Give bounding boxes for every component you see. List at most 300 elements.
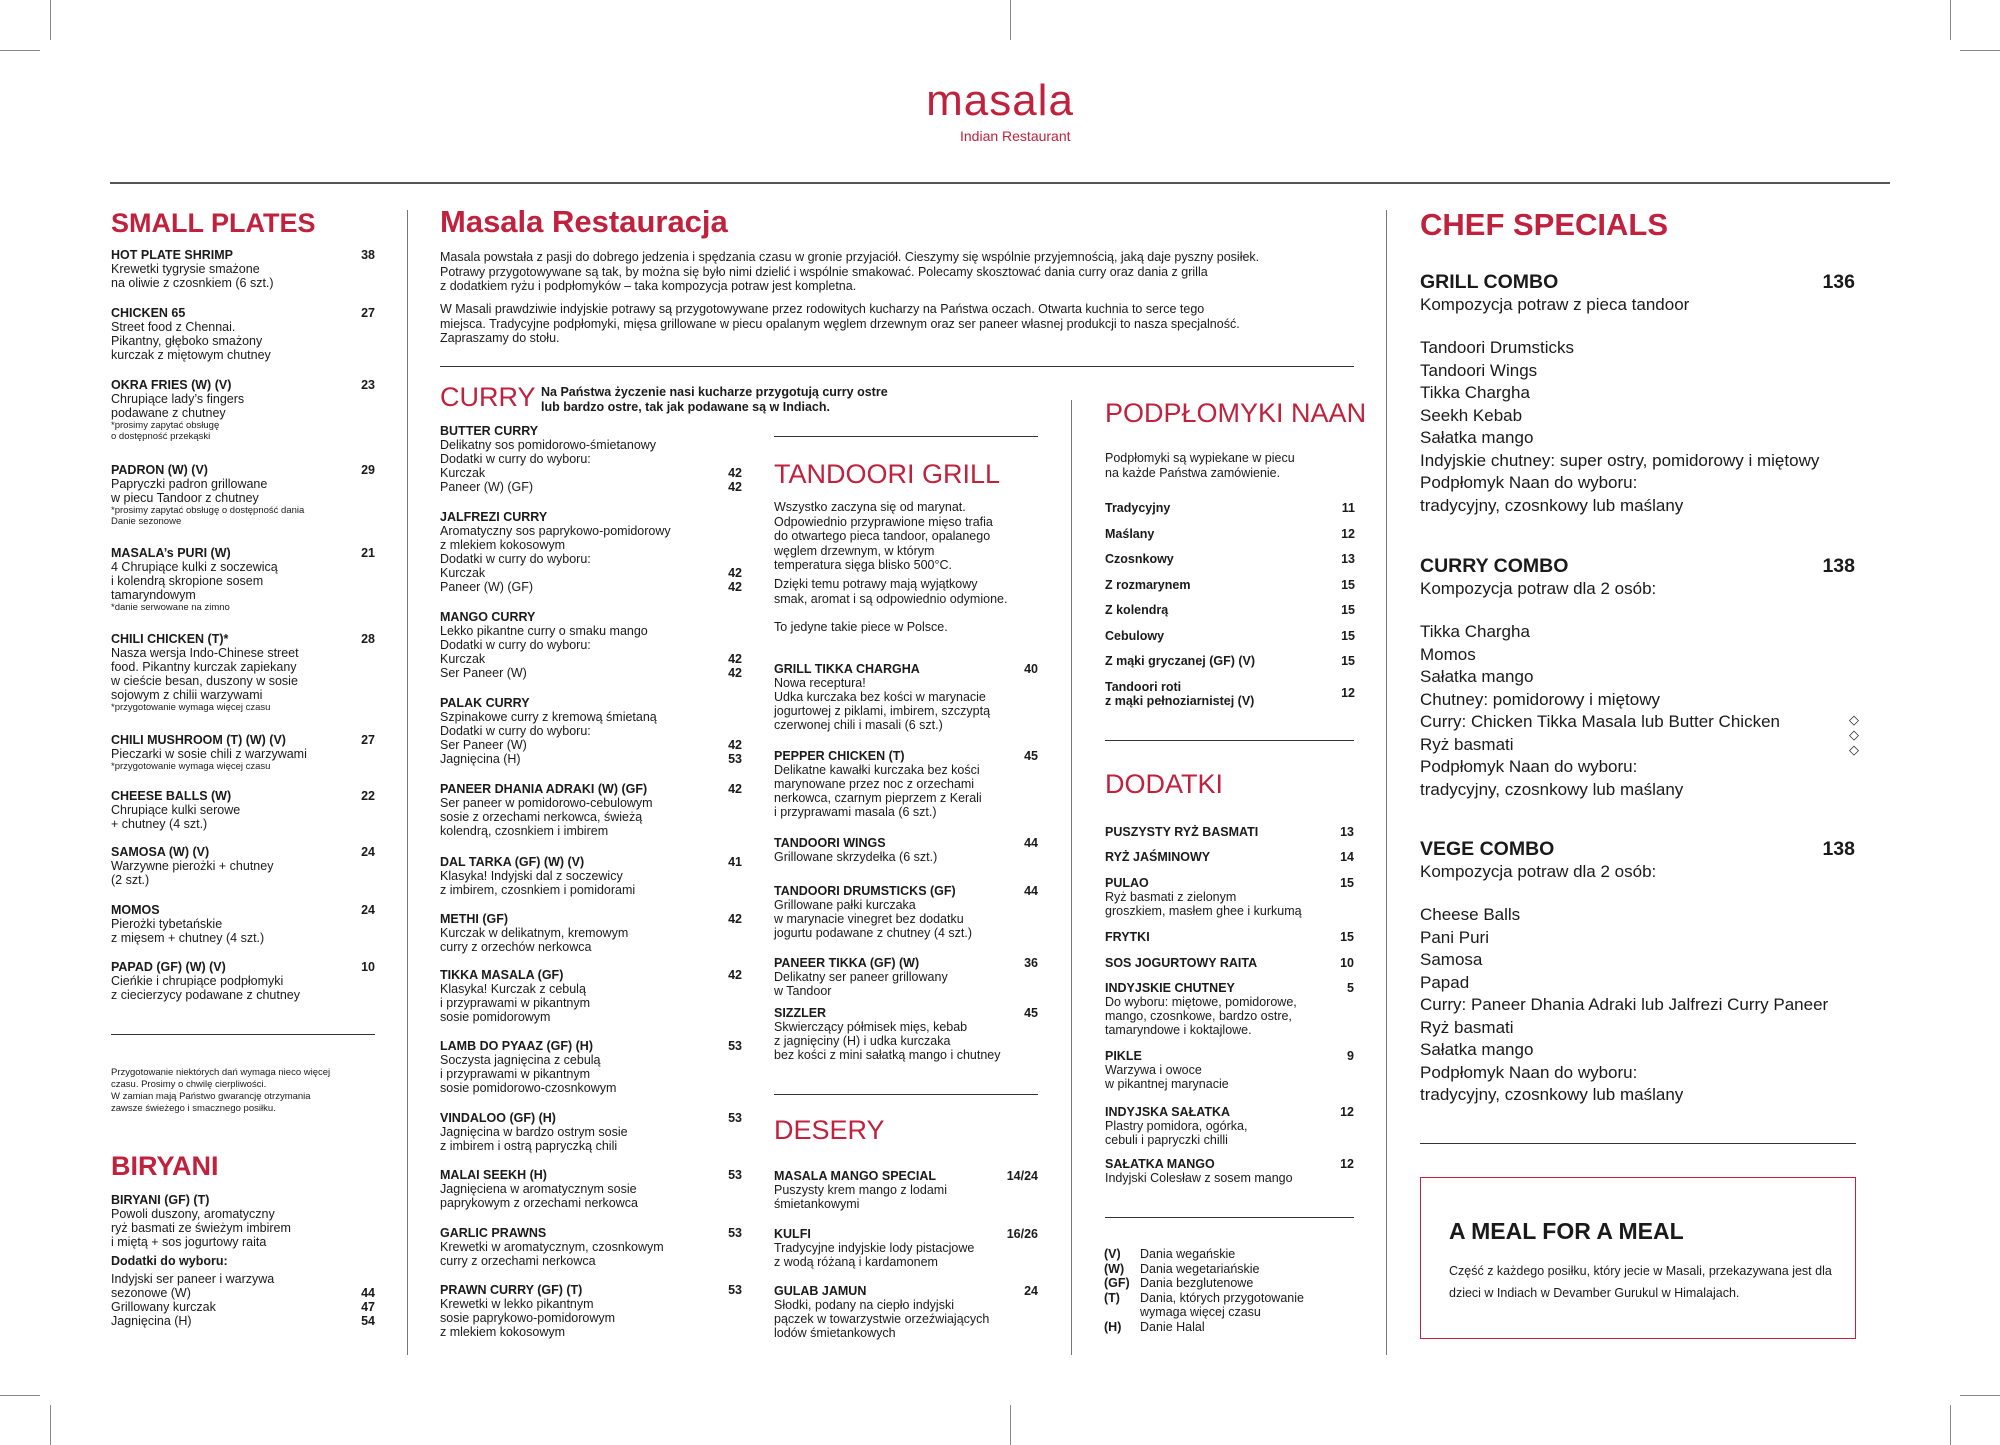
menu-item (1105, 876, 1354, 918)
option-label: Ser Paneer (W) (440, 666, 527, 680)
menu-item (111, 903, 375, 945)
item-price: 13 (1341, 552, 1355, 566)
crop-mark (1950, 0, 1951, 40)
menu-item (111, 463, 375, 527)
item-price: 23 (361, 378, 375, 392)
combo-line: Tandoori Wings (1420, 360, 1538, 380)
item-price: 45 (1024, 1006, 1038, 1020)
menu-item (1105, 956, 1354, 970)
menu-item (440, 1283, 742, 1339)
item-name: CHILI CHICKEN (T)* (111, 632, 229, 646)
item-description: Nowa receptura! Udka kurczaka bez kości w marynacie jogurtowej z piklami, imbirem, szczyptą czerwonej chili i masali (6 szt.) (774, 676, 991, 732)
item-description: Krewetki w lekko pikantnym sosie paprykowo-pomidorowym z mlekiem kokosowym (440, 1297, 616, 1339)
item-name: MANGO CURRY (440, 610, 536, 624)
tandoori-paragraph: Dzięki temu potrawy mają wyjątkowy smak, aromat i są odpowiednio odymione. (774, 577, 1008, 606)
biryani-option (111, 1300, 375, 1314)
option-label: Jagnięcina (H) (440, 752, 521, 766)
item-description: Tradycyjne indyjskie lody pistacjowe z wodą różaną i kardamonem (774, 1241, 975, 1269)
item-price: 12 (1341, 527, 1355, 541)
divider (440, 366, 1354, 367)
legend-key: (T) (1104, 1290, 1120, 1305)
item-note: *danie serwowane na zimno (111, 602, 230, 613)
item-description: Soczysta jagnięcina z cebulą i przyprawami w pikantnym sosie pomidorowo-czosnkowym (440, 1053, 617, 1095)
combo-price: 136 (1822, 271, 1855, 293)
menu-item (440, 610, 742, 680)
spacer (1420, 316, 1855, 337)
divider (774, 436, 1038, 437)
item-name: HOT PLATE SHRIMP (111, 248, 233, 262)
item-name: GRILL TIKKA CHARGHA (774, 662, 920, 676)
item-description: Delikatne kawałki kurczaka bez kości marynowane przez noc z orzechami nerkowca, czarnym pieprzem z Kerali i przyprawami masala (6 szt.) (774, 763, 982, 819)
item-description: Ryż basmati z zielonym groszkiem, masłem ghee i kurkumą (1105, 890, 1302, 918)
legend-row (1104, 1291, 1304, 1320)
kitchen-footnote: Przygotowanie niektórych dań wymaga nieco więcej czasu. Prosimy o chwilę cierpliwości. W zamian mają Państwo gwarancję otrzymania zawsze świeżego i smacznego posiłku. (111, 1067, 331, 1114)
biryani-option (111, 1272, 375, 1300)
combo-line: Sałatka mango (1420, 1040, 1534, 1059)
item-description: Nasza wersja Indo-Chinese street food. Pikantny kurczak zapiekany w cieście besan, duszony w sosie sojowym z chilii warzywami (111, 646, 299, 702)
intro-paragraph: Masala powstała z pasji do dobrego jedzenia i spędzania czasu w gronie przyjaciół. Cieszymy się wspólnie przyjemnością, jaką daje pyszny posiłek. Potrawy przygotowywane są tak, by można się było nimi dzielić i wspólnie smakować. Polecamy skosztować dania curry oraz dania z grilla z dodatkiem ryżu i podpłomyków – taka kompozycja potraw jest kompletna. (440, 250, 1260, 293)
option-price: 53 (728, 752, 742, 766)
item-name: PIKLE (1105, 1049, 1142, 1063)
item-name: OKRA FRIES (W) (V) (111, 378, 232, 392)
legend-key: (GF) (1104, 1276, 1130, 1290)
naan-item (1105, 654, 1355, 668)
menu-item (111, 960, 375, 1002)
item-name: FRYTKI (1105, 930, 1150, 944)
menu-item (111, 378, 375, 442)
combo-line: Momos (1420, 644, 1476, 664)
menu-item (111, 845, 375, 887)
item-name: Tradycyjny (1105, 501, 1171, 515)
item-name: SAŁATKA MANGO (1105, 1157, 1215, 1171)
item-price: 44 (1024, 884, 1038, 898)
option-price: 42 (728, 480, 742, 494)
item-name: PADRON (W) (V) (111, 463, 208, 477)
option-label: Kurczak (440, 652, 486, 666)
restaurant-logo (900, 78, 1100, 144)
naan-item (1105, 578, 1355, 592)
option-price: 42 (728, 466, 742, 480)
menu-item (440, 1111, 742, 1153)
combo-card (1420, 555, 1855, 801)
menu-item (440, 855, 742, 897)
item-description: Pieczarki w sosie chili z warzywami (111, 747, 307, 761)
item-description: Warzywa i owoce w pikantnej marynacie (1105, 1063, 1229, 1091)
item-option (440, 666, 742, 680)
combo-line: Tandoori Drumsticks (1420, 338, 1574, 357)
item-name: CHILI MUSHROOM (T) (W) (V) (111, 733, 286, 747)
menu-item (774, 1169, 1038, 1211)
option-price: 42 (728, 738, 742, 752)
item-description: Ser paneer w pomidorowo-cebulowym sosie z orzechami nerkowca, świeżą kolendrą, czosnkiem i imbirem (440, 796, 653, 838)
item-description: Warzywne pierożki + chutney (2 szt.) (111, 859, 274, 887)
crop-mark (50, 1405, 51, 1445)
diamond-ornament: ◇ ◇ ◇ (1849, 712, 1859, 757)
column-divider (1071, 400, 1072, 1355)
item-price: 24 (361, 845, 375, 859)
item-price: 28 (361, 632, 375, 646)
item-name: BIRYANI (GF) (T) (111, 1193, 210, 1207)
combo-line: Ryż basmati (1420, 1017, 1514, 1037)
item-price: 27 (361, 733, 375, 747)
item-name: Tandoori roti z mąki pełnoziarnistej (V) (1105, 680, 1255, 708)
combo-name: CURRY COMBO (1420, 555, 1569, 577)
legend-row (1104, 1276, 1304, 1291)
combo-line: Samosa (1420, 950, 1483, 969)
tandoori-paragraph: Wszystko zaczyna się od marynat. Odpowiednio przyprawione mięso trafia do otwartego pieca tandoor, opalanego węglem drzewnym, w którym temperatura sięga blisko 500°C. (774, 500, 993, 572)
combo-line: Curry: Chicken Tikka Masala lub Butter Chicken (1420, 712, 1780, 731)
item-description: Indyjski Colesław z sosem mango (1105, 1171, 1293, 1185)
item-description: Klasyka! Kurczak z cebulą i przyprawami w pikantnym sosie pomidorowym (440, 982, 591, 1024)
menu-item (774, 1006, 1038, 1062)
item-description: Jagnięcina w bardzo ostrym sosie z imbirem i ostrą papryczką chili (440, 1125, 628, 1153)
naan-title: PODPŁOMYKI NAAN (1105, 398, 1367, 428)
item-name: GARLIC PRAWNS (440, 1226, 547, 1240)
item-name: PANEER DHANIA ADRAKI (W) (GF) (440, 782, 648, 796)
legend-value: Dania bezglutenowe (1140, 1276, 1254, 1290)
item-option (440, 752, 742, 766)
legend-row (1104, 1247, 1304, 1262)
item-name: MASALA’s PURI (W) (111, 546, 231, 560)
item-description: Chrupiące kulki serowe + chutney (4 szt.) (111, 803, 241, 831)
menu-item (1105, 1157, 1354, 1185)
combo-line: Sałatka mango (1420, 667, 1534, 686)
item-description: Aromatyczny sos paprykowo-pomidorowy z mlekiem kokosowym Dodatki w curry do wyboru: (440, 524, 671, 566)
item-description: Papryczki padron grillowane w piecu Tandoor z chutney (111, 477, 268, 505)
combo-line: Seekh Kebab (1420, 405, 1523, 425)
combo-line: Tikka Chargha (1420, 622, 1530, 641)
naan-item (1105, 501, 1355, 515)
legend-key: (W) (1104, 1261, 1125, 1276)
menu-item (774, 749, 1038, 819)
biryani-option (111, 1314, 375, 1328)
combo-subtitle: Kompozycja potraw dla 2 osób: (1420, 861, 1657, 881)
item-price: 12 (1341, 686, 1355, 700)
naan-item (1105, 629, 1355, 643)
item-name: INDYJSKIE CHUTNEY (1105, 981, 1235, 995)
combo-card (1420, 838, 1855, 1107)
menu-item (440, 1168, 742, 1210)
item-name: PULAO (1105, 876, 1149, 890)
menu-item (440, 912, 742, 954)
naan-item (1105, 552, 1355, 566)
item-description: Plastry pomidora, ogórka, cebuli i papryczki chilli (1105, 1119, 1248, 1147)
item-price: 15 (1341, 578, 1355, 592)
item-price: 53 (728, 1039, 742, 1053)
item-description: Grillowane pałki kurczaka w marynacie vinegret bez dodatku jogurtu podawane z chutney (4 szt.) (774, 898, 973, 940)
divider (1420, 1143, 1856, 1144)
item-description: Skwierczący półmisek mięs, kebab z jagnięciny (H) i udka kurczaka bez kości z mini sałatką mango i chutney (774, 1020, 1001, 1062)
chef-specials-title: CHEF SPECIALS (1420, 207, 1669, 242)
option-price: 47 (361, 1300, 375, 1314)
item-price: 42 (728, 968, 742, 982)
item-price: 42 (728, 782, 742, 796)
option-label: Ser Paneer (W) (440, 738, 527, 752)
combo-name: VEGE COMBO (1420, 838, 1555, 860)
naan-item (1105, 527, 1355, 541)
item-price: 10 (361, 960, 375, 974)
item-note: *prosimy zapytać obsługę o dostępność przekąski (111, 420, 220, 442)
menu-item (774, 1227, 1038, 1269)
item-description: Delikatny sos pomidorowo-śmietanowy Dodatki w curry do wyboru: (440, 438, 657, 466)
item-name: SAMOSA (W) (V) (111, 845, 210, 859)
crop-mark (50, 0, 51, 40)
item-name: Z rozmarynem (1105, 578, 1191, 592)
option-label: Paneer (W) (GF) (440, 480, 534, 494)
combo-line: Pani Puri (1420, 927, 1489, 947)
item-price: 24 (1024, 1284, 1038, 1298)
desery-title: DESERY (774, 1115, 885, 1145)
item-name: JALFREZI CURRY (440, 510, 548, 524)
item-price: 9 (1347, 1049, 1354, 1063)
item-price: 24 (361, 903, 375, 917)
item-price: 29 (361, 463, 375, 477)
logo-wordmark: masala (926, 76, 1074, 125)
option-price: 42 (728, 580, 742, 594)
logo-tagline: Indian Restaurant (960, 128, 1071, 144)
option-price: 54 (361, 1314, 375, 1328)
meal-text: Część z każdego posiłku, który jecie w Masali, przekazywana jest dla dzieci w Indiach w Devamber Gurukul w Himalajach. (1449, 1264, 1832, 1300)
item-name: Maślany (1105, 527, 1155, 541)
divider (111, 1034, 375, 1035)
item-option (440, 466, 742, 480)
menu-item (774, 1284, 1038, 1340)
menu-item (111, 248, 375, 290)
item-description: Lekko pikantne curry o smaku mango Dodatki w curry do wyboru: (440, 624, 648, 652)
item-price: 15 (1340, 930, 1354, 944)
item-description: Pierożki tybetańskie z mięsem + chutney (4 szt.) (111, 917, 265, 945)
item-price: 53 (728, 1283, 742, 1297)
item-price: 53 (728, 1168, 742, 1182)
combo-line: Podpłomyk Naan do wyboru: (1420, 1062, 1638, 1082)
item-price: 15 (1340, 876, 1354, 890)
item-name: SIZZLER (774, 1006, 827, 1020)
item-price: 21 (361, 546, 375, 560)
extras-label: Dodatki do wyboru: (111, 1254, 228, 1268)
menu-item (1105, 825, 1354, 839)
legend-row (1104, 1320, 1304, 1335)
option-label: Grillowany kurczak (111, 1300, 216, 1314)
item-note: *przygotowanie wymaga więcej czasu (111, 761, 271, 772)
combo-line: Tikka Chargha (1420, 383, 1530, 402)
item-option (440, 652, 742, 666)
item-price: 13 (1340, 825, 1354, 839)
item-name: MALAI SEEKH (H) (440, 1168, 547, 1182)
combo-subtitle: Kompozycja potraw z pieca tandoor (1420, 294, 1690, 314)
item-name: PEPPER CHICKEN (T) (774, 749, 905, 763)
menu-item (1105, 981, 1354, 1037)
small-plates-title: SMALL PLATES (111, 208, 316, 238)
crop-mark (0, 1395, 40, 1396)
menu-item (111, 632, 375, 713)
spacer (1420, 600, 1855, 621)
option-label: Jagnięcina (H) (111, 1314, 192, 1328)
item-price: 45 (1024, 749, 1038, 763)
item-name: TANDOORI DRUMSTICKS (GF) (774, 884, 956, 898)
column-divider (407, 210, 408, 1355)
item-description: Do wyboru: miętowe, pomidorowe, mango, czosnkowe, bardzo ostre, tamaryndowe i koktajlowe. (1105, 995, 1297, 1037)
menu-item (111, 546, 375, 613)
option-label: Kurczak (440, 466, 486, 480)
crop-mark (1950, 1405, 1951, 1445)
menu-item (111, 789, 375, 831)
curry-title: CURRY (440, 382, 536, 412)
option-label: Kurczak (440, 566, 486, 580)
item-name: Czosnkowy (1105, 552, 1174, 566)
item-name: MASALA MANGO SPECIAL (774, 1169, 937, 1183)
item-description: Szpinakowe curry z kremową śmietaną Dodatki w curry do wyboru: (440, 710, 657, 738)
meal-title: A MEAL FOR A MEAL (1449, 1218, 1684, 1244)
item-price: 40 (1024, 662, 1038, 676)
item-name: RYŻ JAŚMINOWY (1105, 850, 1211, 864)
menu-item (111, 306, 375, 362)
combo-line: Podpłomyk Naan do wyboru: (1420, 473, 1638, 492)
legend-value: Danie Halal (1140, 1319, 1205, 1334)
naan-item (1105, 680, 1355, 708)
combo-line: tradycyjny, czosnkowy lub maślany (1420, 495, 1684, 515)
item-description: Delikatny ser paneer grillowany w Tandoor (774, 970, 948, 998)
item-price: 36 (1024, 956, 1038, 970)
menu-item (774, 956, 1038, 998)
combo-subtitle: Kompozycja potraw dla 2 osób: (1420, 578, 1657, 598)
divider (774, 1094, 1038, 1095)
dodatki-title: DODATKI (1105, 769, 1224, 799)
naan-intro: Podpłomyki są wypiekane w piecu na każde Państwa zamówienie. (1105, 451, 1295, 480)
item-price: 14 (1340, 850, 1354, 864)
menu-item (440, 424, 742, 494)
item-name: Z kolendrą (1105, 603, 1169, 617)
legend-row (1104, 1262, 1304, 1277)
menu-item (774, 662, 1038, 732)
item-option (440, 566, 742, 580)
naan-item (1105, 603, 1355, 617)
item-description: Cieńkie i chrupiące podpłomyki z ciecierzycy podawane z chutney (111, 974, 300, 1002)
item-price: 53 (728, 1226, 742, 1240)
menu-item (440, 968, 742, 1024)
intro-paragraph: W Masali prawdziwie indyjskie potrawy są przygotowywane przez rodowitych kucharzy na Państwa oczach. Otwarta kuchnia to serce tego miejsca. Tradycyjne podpłomyki, mięsa grillowane w piecu opalanym węglem drzewnym oraz ser paneer własnej produkcji to nasza specjalność. Zapraszamy do stołu. (440, 302, 1240, 345)
item-name: VINDALOO (GF) (H) (440, 1111, 556, 1125)
item-price: 38 (361, 248, 375, 262)
crop-mark (1960, 50, 2000, 51)
item-name: Z mąki gryczanej (GF) (V) (1105, 654, 1256, 668)
item-price: 42 (728, 912, 742, 926)
combo-line: Papad (1420, 972, 1470, 992)
item-price: 5 (1347, 981, 1354, 995)
fold-mark (1010, 1405, 1011, 1445)
legend-value: Dania wegetariańskie (1140, 1261, 1260, 1276)
item-name: PANEER TIKKA (GF) (W) (774, 956, 920, 970)
item-name: GULAB JAMUN (774, 1284, 867, 1298)
fold-mark (1010, 0, 1011, 40)
item-price: 12 (1340, 1105, 1354, 1119)
combo-line: Podpłomyk Naan do wyboru: (1420, 757, 1638, 776)
combo-line: Cheese Balls (1420, 905, 1521, 924)
item-price: 53 (728, 1111, 742, 1125)
intro-title: Masala Restauracja (440, 204, 728, 239)
legend-value: Dania wegańskie (1140, 1247, 1236, 1261)
menu-item (440, 1039, 742, 1095)
legend-key: (V) (1104, 1247, 1121, 1261)
menu-item (111, 733, 375, 772)
combo-line: Curry: Paneer Dhania Adraki lub Jalfrezi Curry Paneer (1420, 995, 1829, 1014)
item-description: Chrupiące lady’s fingers podawane z chutney (111, 392, 245, 420)
item-option (440, 580, 742, 594)
tandoori-paragraph: To jedyne takie piece w Polsce. (774, 620, 948, 634)
item-option (440, 480, 742, 494)
option-label: Indyjski ser paneer i warzywa sezonowe (W) (111, 1272, 275, 1300)
item-name: TIKKA MASALA (GF) (440, 968, 564, 982)
menu-item (440, 510, 742, 594)
item-description: 4 Chrupiące kulki z soczewicą i kolendrą skropione sosem tamaryndowym (111, 560, 278, 602)
item-note: *przygotowanie wymaga więcej czasu (111, 702, 271, 713)
item-price: 15 (1341, 603, 1355, 617)
item-price: 27 (361, 306, 375, 320)
item-name: Cebulowy (1105, 629, 1165, 643)
tandoori-title: TANDOORI GRILL (774, 459, 1001, 489)
menu-item (440, 1226, 742, 1268)
biryani-options (111, 1272, 375, 1328)
crop-mark (1960, 1395, 2000, 1396)
combo-price: 138 (1822, 838, 1855, 860)
item-name: CHICKEN 65 (111, 306, 186, 320)
item-name: PAPAD (GF) (W) (V) (111, 960, 226, 974)
legend-value: Dania, których przygotowanie wymaga więcej czasu (1140, 1290, 1304, 1319)
header-divider (110, 182, 1890, 184)
menu-item (1105, 1105, 1354, 1147)
divider (1105, 740, 1354, 741)
item-description: Krewetki tygrysie smażone na oliwie z czosnkiem (6 szt.) (111, 262, 274, 290)
item-note: *prosimy zapytać obsługę o dostępność dania Danie sezonowe (111, 505, 305, 527)
item-description: Street food z Chennai. Pikantny, głęboko smażony kurczak z miętowym chutney (111, 320, 271, 362)
crop-mark (0, 50, 40, 51)
item-price: 14/24 (1006, 1169, 1038, 1183)
menu-item (1105, 850, 1354, 864)
item-price: 15 (1341, 654, 1355, 668)
biryani-item (111, 1193, 375, 1328)
item-price: 10 (1340, 956, 1354, 970)
dietary-legend (1104, 1247, 1304, 1334)
item-price: 11 (1341, 501, 1355, 515)
item-price: 41 (728, 855, 742, 869)
combo-card (1420, 271, 1855, 517)
item-price: 44 (1024, 836, 1038, 850)
menu-item (1105, 1049, 1354, 1091)
item-name: TANDOORI WINGS (774, 836, 886, 850)
item-description: Krewetki w aromatycznym, czosnkowym curry z orzechami nerkowca (440, 1240, 664, 1268)
menu-item (440, 696, 742, 766)
item-name: METHI (GF) (440, 912, 509, 926)
item-description: Jagnięciena w aromatycznym sosie paprykowym z orzechami nerkowca (440, 1182, 638, 1210)
column-divider (1386, 210, 1387, 1355)
item-description: Powoli duszony, aromatyczny ryż basmati ze świeżym imbirem i miętą + sos jogurtowy raita (111, 1207, 291, 1249)
item-name: LAMB DO PYAAZ (GF) (H) (440, 1039, 593, 1053)
item-name: PUSZYSTY RYŻ BASMATI (1105, 825, 1259, 839)
item-name: PALAK CURRY (440, 696, 530, 710)
combo-line: tradycyjny, czosnkowy lub maślany (1420, 1085, 1684, 1104)
item-price: 15 (1341, 629, 1355, 643)
option-price: 42 (728, 566, 742, 580)
combo-line: Ryż basmati (1420, 734, 1514, 754)
item-name: DAL TARKA (GF) (W) (V) (440, 855, 585, 869)
menu-item (774, 884, 1038, 940)
item-name: PRAWN CURRY (GF) (T) (440, 1283, 583, 1297)
combo-line: Indyjskie chutney: super ostry, pomidorowy i miętowy (1420, 450, 1820, 470)
combo-line: tradycyjny, czosnkowy lub maślany (1420, 779, 1684, 799)
item-name: CHEESE BALLS (W) (111, 789, 232, 803)
option-price: 44 (361, 1286, 375, 1300)
option-price: 42 (728, 652, 742, 666)
item-description: Puszysty krem mango z lodami śmietankowymi (774, 1183, 947, 1211)
